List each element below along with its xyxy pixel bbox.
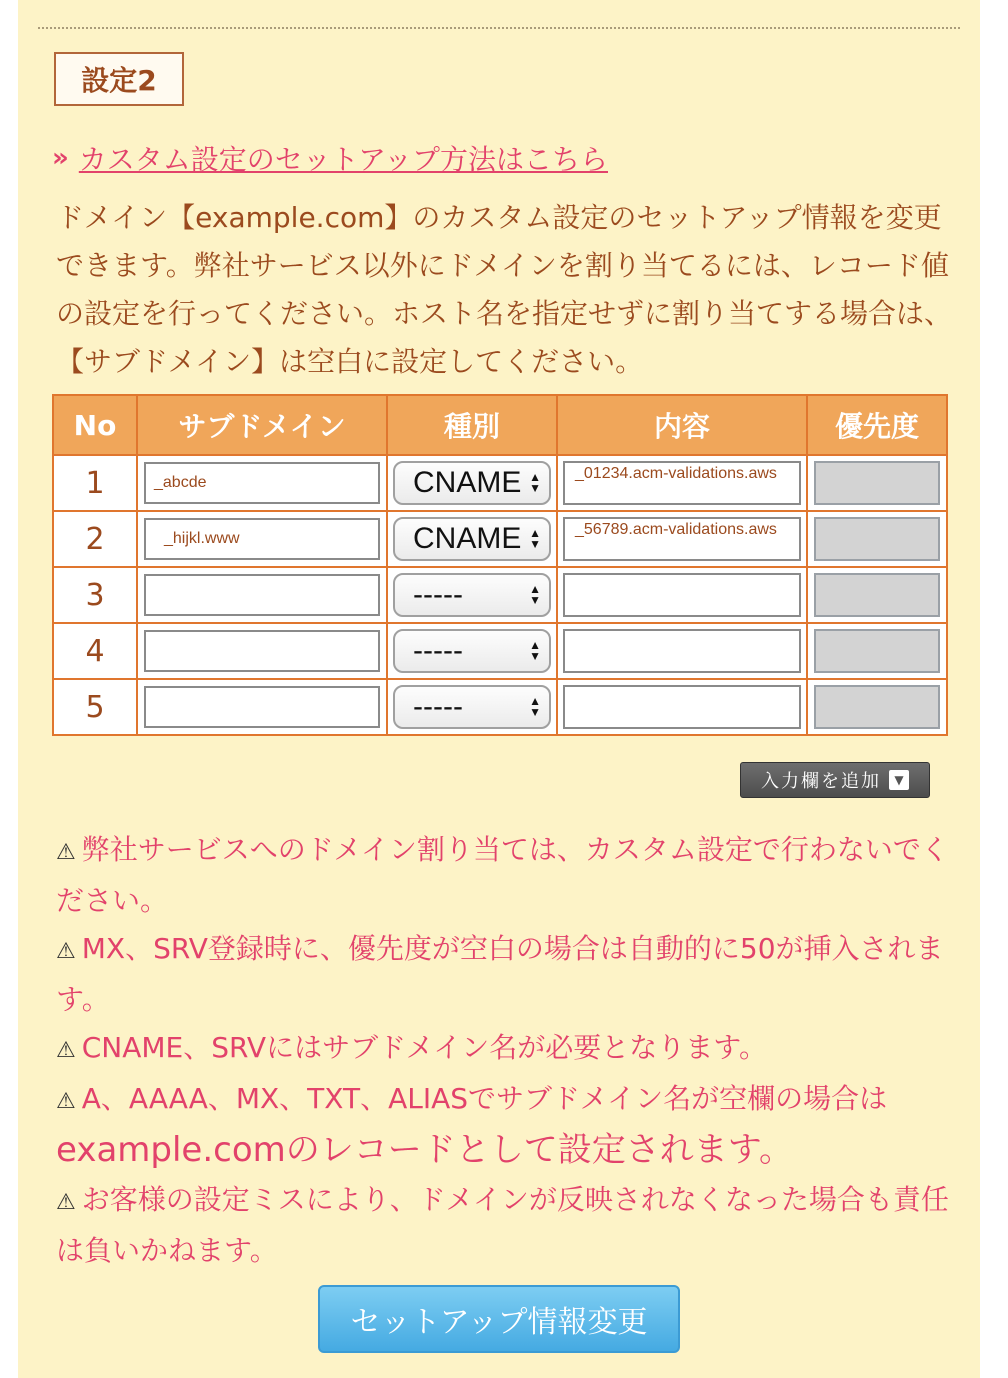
section-description: ドメイン【example.com】のカスタム設定のセットアップ情報を変更できます。弊社サービス以外にドメインを割り当てるには、レコード値の設定を行ってください。ホスト名を指定せずに割り当てする場合は、【サブドメイン】は空白に設定してください。: [56, 201, 953, 378]
header-content: 内容: [557, 395, 807, 455]
dotted-divider: [38, 27, 960, 29]
select-arrows-icon: ▲ ▼: [529, 526, 541, 551]
double-chevron-icon: »: [52, 143, 69, 173]
row-number: 3: [53, 567, 137, 623]
table-row: [53, 511, 947, 567]
warning-icon: ⚠: [56, 1038, 76, 1063]
subdomain-input[interactable]: [144, 630, 380, 672]
dropdown-triangle-icon: ▼: [889, 770, 909, 790]
record-type-value: CNAME: [413, 522, 522, 555]
record-type-select[interactable]: [393, 685, 551, 729]
row-number: 5: [53, 679, 137, 735]
content-input[interactable]: _01234.acm-validations.aws: [563, 461, 801, 505]
add-row-label: 入力欄を追加: [761, 771, 881, 792]
note-item: ⚠ 弊社サービスへのドメイン割り当ては、カスタム設定で行わないでください。: [56, 833, 949, 917]
add-row-button[interactable]: [740, 762, 930, 798]
select-arrows-icon: ▲ ▼: [529, 638, 541, 663]
howto-link[interactable]: [52, 138, 608, 178]
table-row: [53, 567, 947, 623]
select-arrows-icon: ▲ ▼: [529, 582, 541, 607]
notes-list: [56, 826, 956, 1275]
select-arrows-icon: ▲ ▼: [529, 694, 541, 719]
subdomain-input[interactable]: [144, 574, 380, 616]
content-input[interactable]: _56789.acm-validations.aws: [563, 517, 801, 561]
row-number: 4: [53, 623, 137, 679]
content-input[interactable]: [563, 573, 801, 617]
priority-input[interactable]: [814, 461, 940, 505]
submit-setup-button[interactable]: セットアップ情報変更: [318, 1285, 680, 1353]
note-item: ⚠ お客様の設定ミスにより、ドメインが反映されなくなった場合も責任は負いかねます。: [56, 1183, 949, 1267]
note-item: ⚠ A、AAAA、MX、TXT、ALIASでサブドメイン名が空欄の場合は example.comのレコードとして設定されます。: [56, 1082, 888, 1170]
header-type: 種別: [387, 395, 557, 455]
header-subdomain: サブドメイン: [137, 395, 387, 455]
note-item: ⚠ MX、SRV登録時に、優先度が空白の場合は自動的に50が挿入されます。: [56, 932, 944, 1016]
warning-icon: ⚠: [56, 1190, 76, 1215]
howto-link-label[interactable]: カスタム設定のセットアップ方法はこちら: [78, 143, 608, 176]
select-arrows-icon: ▲ ▼: [529, 470, 541, 495]
section-label: 設定2: [54, 52, 184, 106]
record-type-value: CNAME: [413, 466, 522, 499]
subdomain-input[interactable]: [144, 686, 380, 728]
header-priority: 優先度: [807, 395, 947, 455]
warning-icon: ⚠: [56, 1089, 76, 1114]
content-input[interactable]: [563, 629, 801, 673]
subdomain-input[interactable]: _hijkl.www: [144, 518, 380, 560]
priority-input[interactable]: [814, 685, 940, 729]
warning-icon: ⚠: [56, 840, 76, 865]
record-type-select[interactable]: [393, 629, 551, 673]
priority-input[interactable]: [814, 517, 940, 561]
record-type-value: -----: [413, 634, 463, 667]
record-type-value: -----: [413, 690, 463, 723]
priority-input[interactable]: [814, 629, 940, 673]
table-header-row: [53, 395, 947, 455]
row-number: 1: [53, 455, 137, 511]
table-row: [53, 623, 947, 679]
note-item: ⚠ CNAME、SRVにはサブドメイン名が必要となります。: [56, 1031, 768, 1064]
table-row: [53, 679, 947, 735]
record-type-select[interactable]: [393, 517, 551, 561]
warning-icon: ⚠: [56, 939, 76, 964]
dns-record-table: [52, 394, 948, 736]
record-type-select[interactable]: [393, 461, 551, 505]
record-type-select[interactable]: [393, 573, 551, 617]
subdomain-input[interactable]: _abcde: [144, 462, 380, 504]
row-number: 2: [53, 511, 137, 567]
table-row: [53, 455, 947, 511]
record-type-value: -----: [413, 578, 463, 611]
header-no: No: [53, 395, 137, 455]
content-input[interactable]: [563, 685, 801, 729]
priority-input[interactable]: [814, 573, 940, 617]
